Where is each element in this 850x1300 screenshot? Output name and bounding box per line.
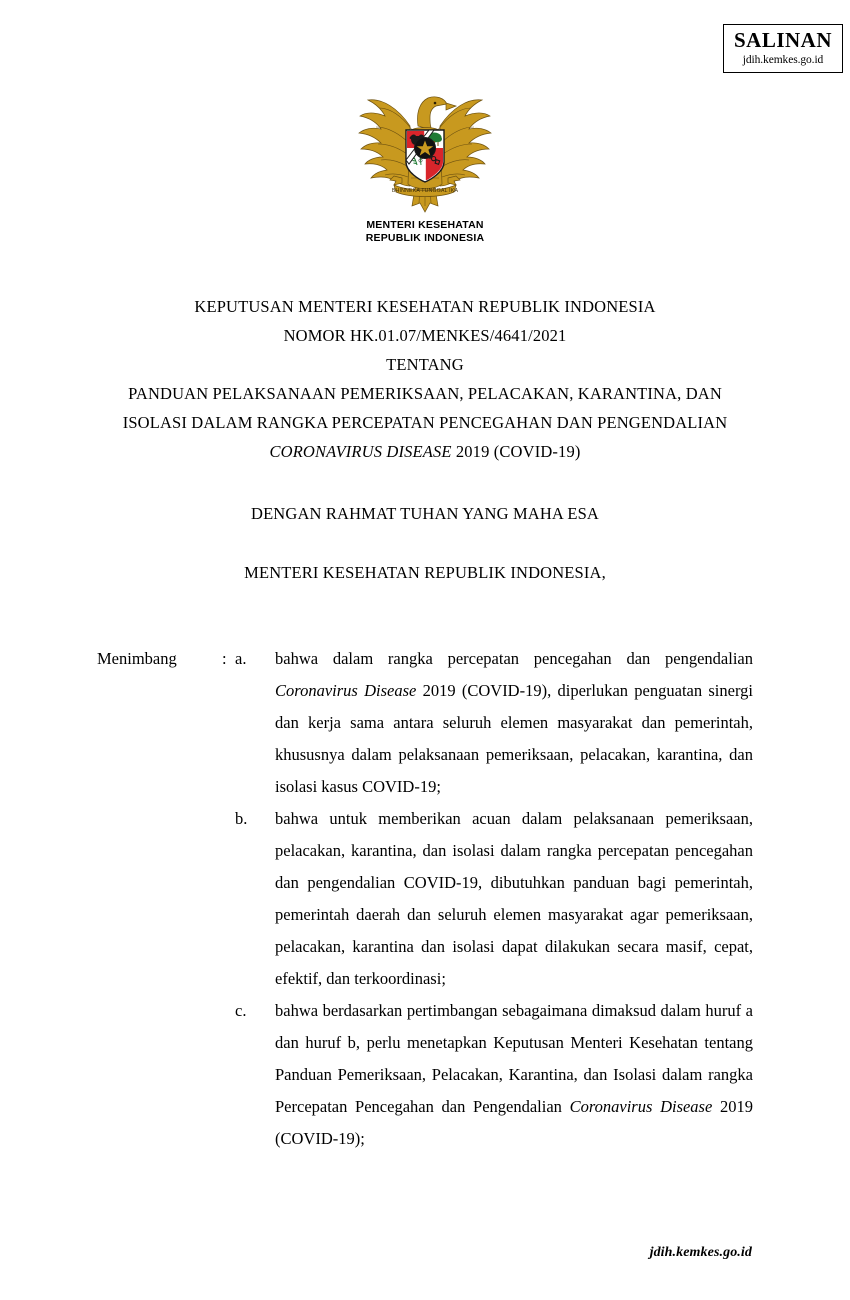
considering-text-c-part1: bahwa berdasarkan pertimbangan sebagaimana dimaksud dalam huruf a dan huruf b, perlu menetapkan Keputusan Menteri Kesehatan tentang Panduan Pemeriksaan, Pelacakan, Karantina, dan Isolasi dalam rangka Percepatan Pencegahan dan Pengendalian <box>275 1001 753 1116</box>
svg-text:BHINNEKA TUNGGAL IKA: BHINNEKA TUNGGAL IKA <box>391 188 459 194</box>
title-line-number: NOMOR HK.01.07/MENKES/4641/2021 <box>283 326 567 345</box>
title-line-subject-3 <box>60 437 790 466</box>
considering-item-b <box>97 803 753 995</box>
considering-marker-a: a. <box>235 649 247 668</box>
emblem-caption-line-1: MENTERI KESEHATAN <box>366 219 484 231</box>
considering-label: Menimbang <box>97 649 177 668</box>
subheading-block <box>60 499 790 587</box>
title-covid-suffix: 2019 (COVID-19) <box>451 442 581 461</box>
considering-colon: : <box>222 649 227 668</box>
considering-text-a-part2: 2019 (COVID-19), diperlukan penguatan sinergi dan kerja sama antara seluruh elemen masyarakat dan pemerintah, khususnya dalam pelaksanaan pemeriksaan, pelacakan, karantina, dan isolasi kasus COVID-19; <box>275 681 753 796</box>
emblem-caption-line-2: REPUBLIK INDONESIA <box>365 231 485 244</box>
considering-text-a-part1: bahwa dalam rangka percepatan pencegahan dan pengendalian <box>275 649 753 668</box>
title-line-subject-1: PANDUAN PELAKSANAAN PEMERIKSAAN, PELACAKAN, KARANTINA, DAN <box>128 384 722 403</box>
document-title-block <box>60 292 790 466</box>
considering-marker-b: b. <box>235 809 248 828</box>
salinan-label: SALINAN <box>733 28 833 52</box>
considering-text-c-italic: Coronavirus Disease <box>569 1097 713 1116</box>
title-line-subject-2: ISOLASI DALAM RANGKA PERCEPATAN PENCEGAHAN DAN PENGENDALIAN <box>122 413 728 432</box>
emblem-block <box>0 86 850 244</box>
considering-text-b-part1: bahwa untuk memberikan acuan dalam pelaksanaan pemeriksaan, pelacakan, karantina, dan isolasi dalam rangka percepatan pencegahan dan pengendalian COVID-19, dibutuhkan panduan bagi pemerintah, pemerintah daerah dan seluruh elemen masyarakat agar pemeriksaan, pelacakan, karantina dan isolasi dapat dilakukan secara masif, cepat, efektif, dan terkoordinasi; <box>275 809 753 988</box>
considering-text-a <box>275 643 753 803</box>
title-line-tentang: TENTANG <box>386 355 464 374</box>
considering-text-b <box>275 803 753 995</box>
page-footer <box>0 1243 850 1261</box>
garuda-pancasila-icon <box>350 86 500 214</box>
considering-item-a <box>97 643 753 803</box>
considering-text-c <box>275 995 753 1155</box>
considering-item-c <box>97 995 753 1155</box>
title-line-1: KEPUTUSAN MENTERI KESEHATAN REPUBLIK INDONESIA <box>194 297 656 316</box>
considering-marker-c: c. <box>235 1001 247 1020</box>
considering-text-c-part2: 2019 (COVID-19); <box>275 1097 753 1148</box>
considering-text-a-italic: Coronavirus Disease <box>275 681 417 700</box>
footer-url: jdih.kemkes.go.id <box>649 1245 752 1260</box>
considering-section <box>97 643 753 1155</box>
subheading-menteri-kesehatan: MENTERI KESEHATAN REPUBLIK INDONESIA, <box>244 563 606 582</box>
subheading-spacer <box>60 528 790 558</box>
title-italic-coronavirus: CORONAVIRUS DISEASE <box>269 442 452 461</box>
salinan-url-label: jdih.kemkes.go.id <box>742 54 824 66</box>
subheading-rahmat-tuhan: DENGAN RAHMAT TUHAN YANG MAHA ESA <box>251 504 599 523</box>
salinan-stamp-box <box>723 24 843 73</box>
